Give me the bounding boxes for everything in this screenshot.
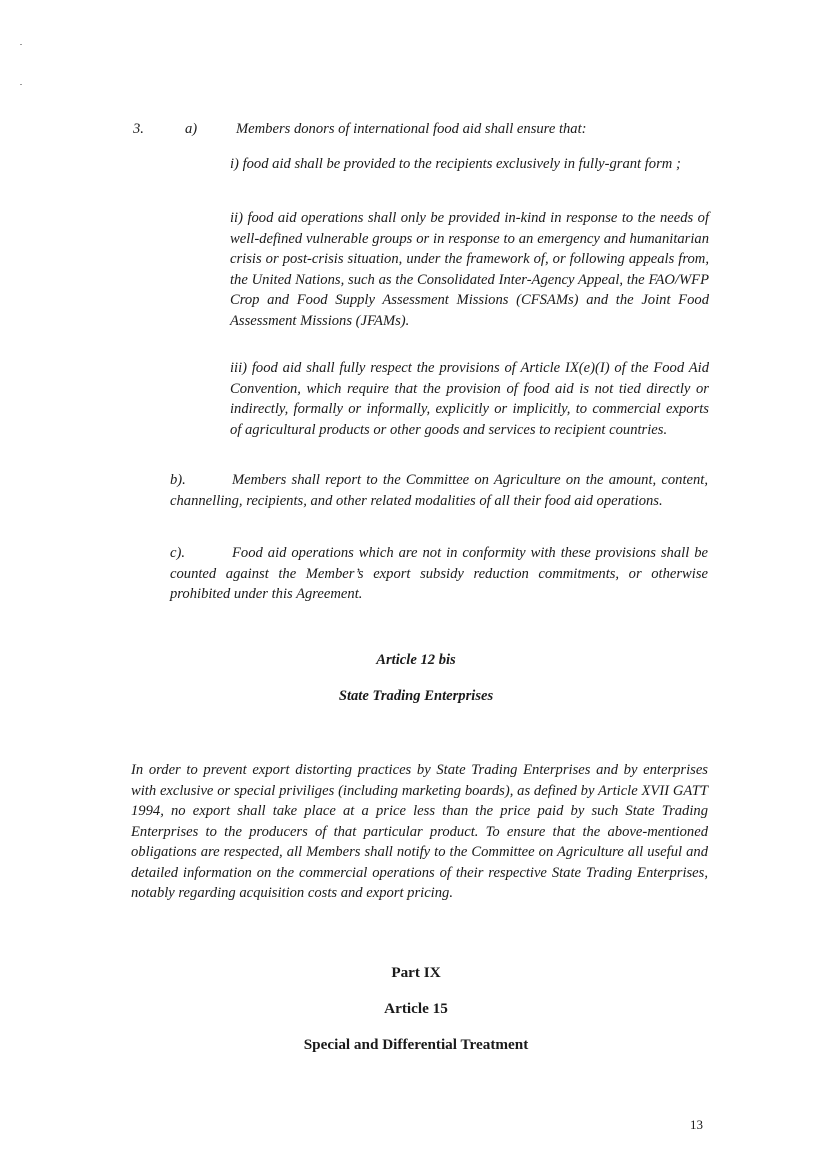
item-3c-paragraph xyxy=(170,543,708,605)
item-3a-intro: Members donors of international food aid shall ensure that: xyxy=(236,121,587,137)
item-3b-text: Members shall report to the Committee on Agriculture on the amount, content, channelling, recipients, and other related modalities of all their food aid operations. xyxy=(170,472,708,509)
article-12bis-body: In order to prevent export distorting practices by State Trading Enterprises and by enterprises with exclusive or special priviliges (including marketing boards), as defined by Article XVII GATT 1994, no export shall take place at a price less than the price paid by such State Trading Enterprises to the producers of that particular product. To ensure that the above-mentioned obligations are respected, all Members shall notify to the Committee on Agriculture all useful and detailed information on the commercial operations of their respective State Trading Enterprises, notably regarding acquisition costs and export pricing. xyxy=(131,762,708,901)
item-3c-label: c). xyxy=(170,545,185,561)
page-number: 13 xyxy=(690,1117,703,1132)
item-3a-label: a) xyxy=(185,121,198,137)
part-ix-heading: Part IX xyxy=(391,964,441,981)
item-3-number: 3. xyxy=(133,121,144,137)
item-3a-sub-i: i) food aid shall be provided to the recipients exclusively in fully-grant form ; xyxy=(230,156,681,172)
article-12bis-subheading: State Trading Enterprises xyxy=(338,688,494,704)
article-15-heading: Article 15 xyxy=(384,1000,448,1017)
scan-mark xyxy=(20,44,22,45)
scan-mark xyxy=(20,84,22,85)
item-3b-label: b). xyxy=(170,472,186,488)
item-3a-sub-iii: iii) food aid shall fully respect the provisions of Article IX(e)(I) of the Food Aid Convention, which require that the provision of food aid is not tied directly or indirectly, formally or informally, explicitly or implicitly, to commercial exports of agricultural products or other goods and services to recipient countries. xyxy=(230,360,709,438)
item-3b-paragraph xyxy=(170,470,708,511)
item-3c-text: Food aid operations which are not in conformity with these provisions shall be counted against the Member’s export subsidy reduction commitments, or otherwise prohibited under this Agreement. xyxy=(170,545,708,602)
article-15-title: Special and Differential Treatment xyxy=(303,1036,529,1053)
article-12bis-heading: Article 12 bis xyxy=(376,652,456,668)
item-3a-sub-ii: ii) food aid operations shall only be provided in-kind in response to the needs of well-defined vulnerable groups or in response to an emergency and humanitarian crisis or post-crisis situation, under the framework of, or following appeals from, the United Nations, such as the Consolidated Inter-Agency Appeal, the FAO/WFP Crop and Food Supply Assessment Missions (CFSAMs) and the Joint Food Assessment Missions (JFAMs). xyxy=(230,210,709,329)
